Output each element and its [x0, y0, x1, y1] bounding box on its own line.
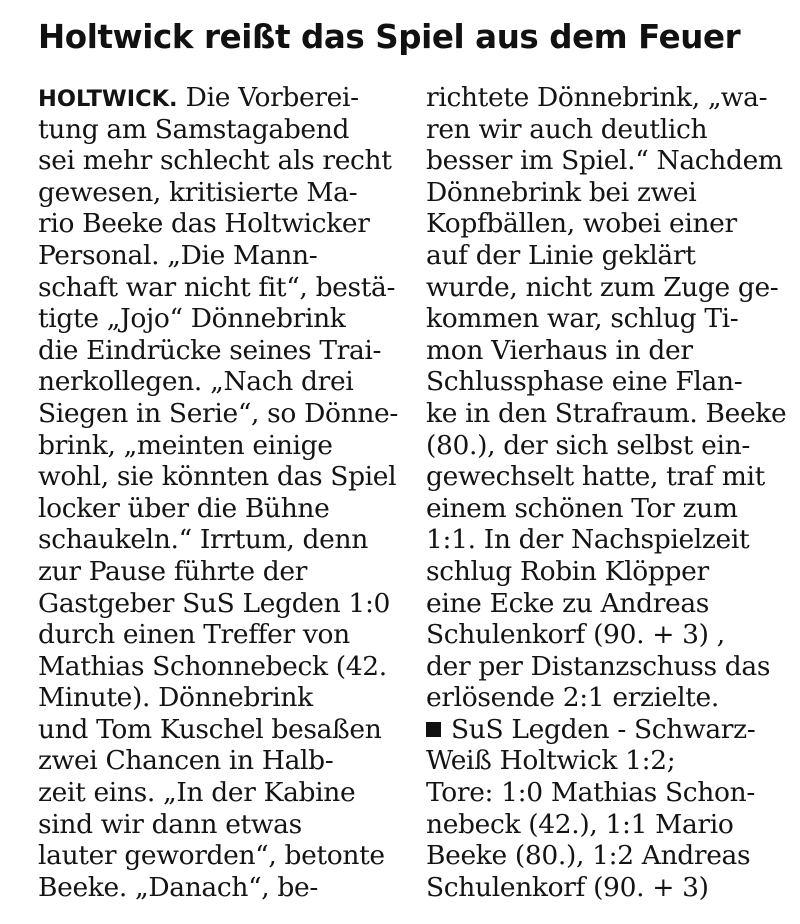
body-line: erlösende 2:1 erzielte. [426, 682, 719, 714]
body-line: zur Pause führte der [38, 555, 308, 587]
body-line: Personal. „Die Mann- [38, 239, 318, 271]
body-line: brink, „meinten einige [38, 429, 333, 461]
result-line: nebeck (42.), 1:1 Mario [426, 808, 734, 840]
body-line: tung am Samstagabend [38, 113, 350, 145]
body-line: locker über die Bühne [38, 492, 330, 524]
body-line: kommen war, schlug Ti- [426, 303, 739, 335]
body-line: richtete Dönnebrink, „wa- [426, 82, 768, 113]
body-line: durch einen Treffer von [38, 619, 350, 651]
body-line: lauter geworden“, betonte [38, 840, 385, 872]
body-line: besser im Spiel.“ Nachdem [426, 145, 783, 177]
body-line: tigte „Jojo“ Dönnebrink [38, 303, 346, 335]
left-column [38, 82, 398, 903]
right-column [426, 82, 787, 903]
body-line: Kopfbällen, wobei einer [426, 208, 737, 240]
body-line: Mathias Schonnebeck (42. [38, 650, 387, 682]
body-line: gewechselt hatte, traf mit [426, 461, 765, 493]
result-line [426, 714, 776, 746]
body-line: Schlussphase eine Flan- [426, 366, 743, 398]
body-line: auf der Linie geklärt [426, 239, 696, 271]
body-line: ren wir auch deutlich [426, 113, 708, 145]
black-square-icon [426, 722, 441, 737]
body-line: Siegen in Serie“, so Dönne- [38, 397, 398, 429]
body-line: sei mehr schlecht als recht [38, 145, 392, 177]
article-headline: Holtwick reißt das Spiel aus dem Feuer [38, 18, 741, 56]
body-line: schaukeln.“ Irrtum, denn [38, 524, 368, 556]
body-line: rio Beeke das Holtwicker [38, 208, 370, 240]
result-line: Weiß Holtwick 1:2; [426, 745, 676, 777]
body-line: der per Distanzschuss das [426, 650, 771, 682]
body-line: zwei Chancen in Halb- [38, 745, 334, 777]
body-line: schaft war nicht fit“, bestä- [38, 271, 396, 303]
body-line: wohl, sie könnten das Spiel [38, 461, 397, 493]
body-line: mon Vierhaus in der [426, 334, 693, 366]
body-line: Gastgeber SuS Legden 1:0 [38, 587, 391, 619]
body-line: schlug Robin Klöpper [426, 555, 709, 587]
body-line: gewesen, kritisierte Ma- [38, 176, 358, 208]
body-line: nerkollegen. „Nach drei [38, 366, 354, 398]
body-line: und Tom Kuschel besaßen [38, 713, 382, 745]
body-line: Minute). Dönnebrink [38, 682, 313, 714]
result-line: Beeke (80.), 1:2 Andreas [426, 840, 751, 872]
body-line: eine Ecke zu Andreas [426, 587, 710, 619]
body-line: Dönnebrink bei zwei [426, 176, 697, 208]
body-line: sind wir dann etwas [38, 808, 302, 840]
body-line: einem schönen Tor zum [426, 492, 738, 524]
body-line: 1:1. In der Nachspielzeit [426, 524, 750, 556]
body-line [38, 82, 378, 114]
result-text: SuS Legden - Schwarz- [451, 713, 756, 745]
body-line: Beeke. „Danach“, be- [38, 871, 318, 903]
body-text: Die Vorberei- [177, 82, 359, 113]
body-line: wurde, nicht zum Zuge ge- [426, 271, 779, 303]
body-line: ke in den Strafraum. Beeke [426, 397, 787, 429]
body-line: Schulenkorf (90. + 3) , [426, 619, 725, 651]
body-line: (80.), der sich selbst ein- [426, 429, 750, 461]
result-line: Tore: 1:0 Mathias Schon- [426, 777, 755, 809]
body-line: die Eindrücke seines Trai- [38, 334, 382, 366]
body-line: zeit eins. „In der Kabine [38, 777, 356, 809]
dateline: HOLTWICK. [38, 86, 178, 112]
result-line: Schulenkorf (90. + 3) [426, 871, 709, 903]
